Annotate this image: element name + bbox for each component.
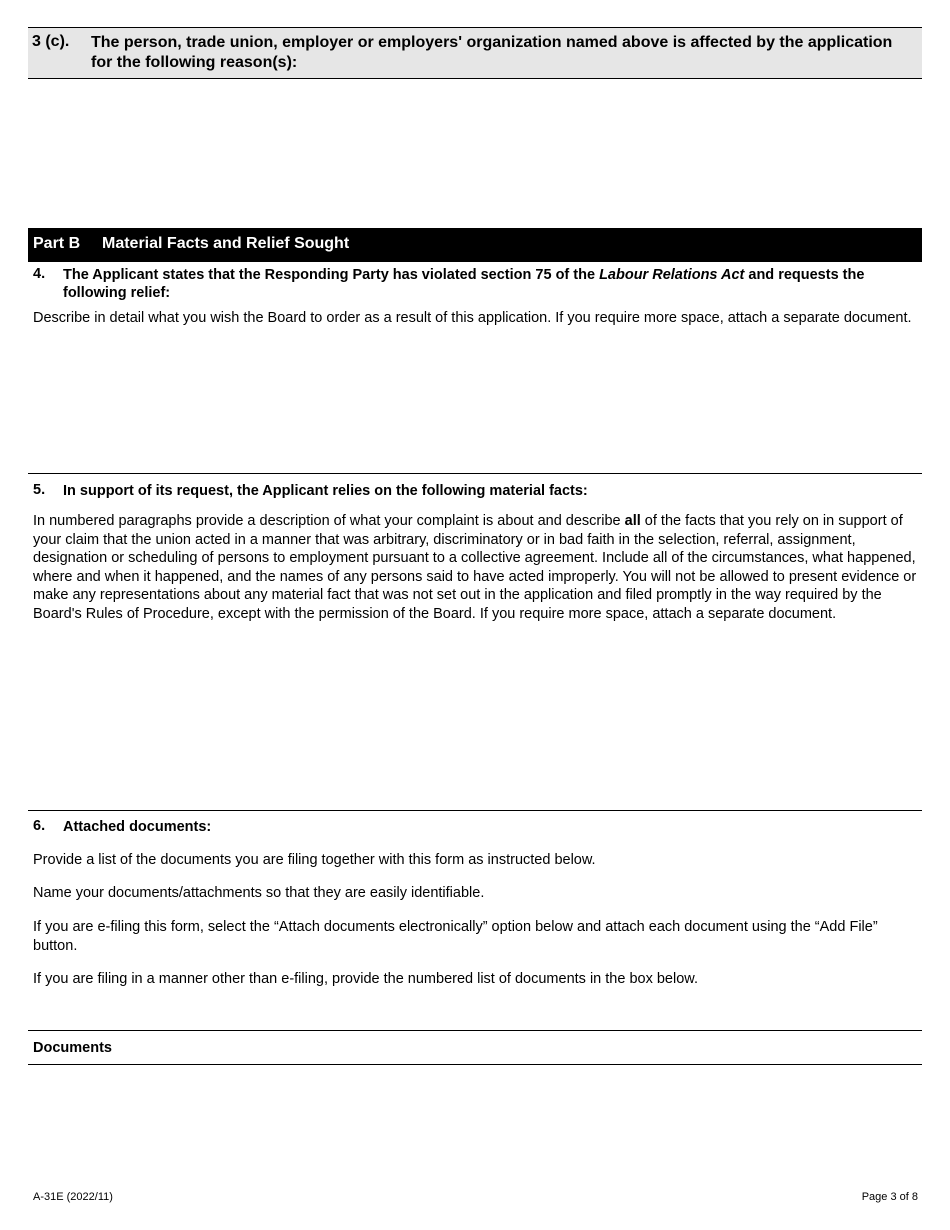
documents-label: Documents (33, 1040, 112, 1056)
form-id: A-31E (2022/11) (33, 1191, 113, 1203)
question-5-number: 5. (33, 482, 46, 498)
section-3c-text: The person, trade union, employer or employers' organization named above is affected by the application for the following reason(s): (91, 34, 893, 71)
divider (28, 473, 922, 474)
section-3c-number: 3 (c). (32, 33, 70, 50)
question-5-instruction (33, 512, 918, 624)
part-b-title: Material Facts and Relief Sought (102, 235, 350, 252)
question-6-paragraph: If you are e-filing this form, select the “Attach documents electronically” option below and attach each document using the “Add File” button. (33, 919, 878, 954)
question-6-paragraph: Name your documents/attachments so that they are easily identifiable. (33, 885, 485, 901)
question-4-answer-area[interactable] (28, 350, 922, 470)
question-4-text-part1: The Applicant states that the Responding Party has violated section 75 of the (63, 267, 600, 283)
question-4-instruction: Describe in detail what you wish the Board to order as a result of this application. If you require more space, attach a separate document. (33, 310, 912, 326)
section-3c-answer-area[interactable] (28, 79, 922, 227)
question-4-act-name: Labour Relations Act (599, 267, 745, 283)
divider (28, 810, 922, 811)
question-6-text: Attached documents: (63, 819, 212, 835)
page-number: Page 3 of 8 (861, 1191, 918, 1203)
part-b-label: Part B (33, 235, 81, 252)
question-6-paragraph: Provide a list of the documents you are filing together with this form as instructed below. (33, 852, 596, 868)
question-5-instruction-part2: of the facts that you rely on in support of your claim that the union acted in a manner that was arbitrary, discriminatory or in bad faith in the selection, referral, assignment, designation or scheduling of persons to employment pursuant to a collective agreement. Include all of the circumstances, what happened, where and when it happened, and the names of any persons said to have acted improperly. You will not be allowed to present evidence or make any representations about any material fact that was not set out in the application and filed promptly in the way required by the Board's Rules of Procedure, except with the permission of the Board. If you require more space, attach a separate document. (33, 513, 917, 622)
question-5-text: In support of its request, the Applicant relies on the following material facts: (63, 483, 588, 499)
question-4-text-part2: and requests the following relief: (63, 267, 865, 301)
question-6-paragraph: If you are filing in a manner other than e-filing, provide the numbered list of documents in the box below. (33, 971, 698, 987)
question-5-answer-area[interactable] (28, 650, 922, 807)
question-6-number: 6. (33, 818, 46, 834)
question-4-number: 4. (33, 266, 46, 282)
section-3c-header (28, 27, 922, 79)
divider (28, 1030, 922, 1031)
divider (28, 1064, 922, 1065)
part-b-header (28, 228, 922, 262)
question-4-text (63, 266, 913, 302)
question-5-instruction-emphasis: all (624, 513, 641, 529)
question-5-instruction-part1: In numbered paragraphs provide a description of what your complaint is about and describe (33, 513, 625, 529)
documents-list-area[interactable] (28, 1066, 922, 1176)
